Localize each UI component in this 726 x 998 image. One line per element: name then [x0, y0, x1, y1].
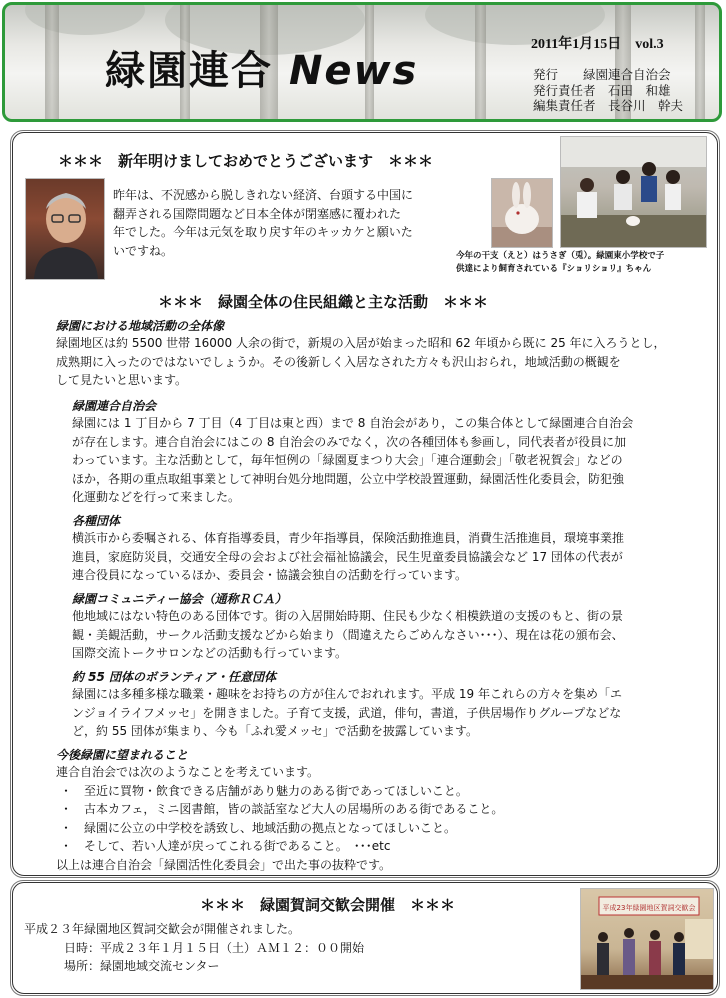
rca-line: 観・美観活動，サークル活動支援などから始まり（間違えたらごめんなさい･･･）、現在は花の頒布会、 [72, 627, 624, 642]
volunteer-text [72, 685, 712, 741]
event-venue: 場所：緑園地域交流センター [64, 959, 220, 974]
masthead [2, 2, 722, 122]
newyear-line: 年でした。今年は元気を取り戻す年のキッカケと願いた [113, 225, 413, 240]
issue-date: 2011年1月15日 vol.3 [531, 37, 664, 52]
newyear-line: 昨年は、不況感から脱しきれない経済、台頭する中国に [113, 188, 414, 202]
federation-subheading: 緑園連合自治会 [72, 399, 157, 413]
event-datetime: 日時：平成２３年１月１５日（土）ＡＭ１２：００開始 [64, 940, 365, 955]
editor-line: 編集責任者 長谷川 幹夫 [533, 98, 684, 113]
future-bullet: ・ そして、若い人達が戻ってこれる街であること。 ･･･etc [60, 839, 391, 854]
children-photo [560, 136, 707, 248]
caption-line: 今年の干支（えと）はうさぎ（兎）。緑園東小学校で子 [456, 251, 665, 261]
rca-line: 国際交流トークサロンなどの活動も行っています。 [72, 646, 348, 661]
children-illustration [561, 137, 706, 247]
rca-text [72, 607, 712, 663]
future-bullet: ・ 古本カフェ，ミニ図書館，皆の談話室など大人の居場所のある街であること。 [60, 802, 504, 817]
federation-line: わっています。主な活動として，毎年恒例の「緑園夏まつり大会」「連合運動会」「敬老祝賀会」などの [72, 453, 623, 468]
event-heading: ＊＊＊ 緑園賀詞交歓会開催 ＊＊＊ [200, 896, 456, 914]
groups-line: 進員，家庭防災員，交通安全母の会および社会福祉協議会，民生児童委員協議会など 17 団体の代表が [72, 549, 623, 564]
future-intro: 連合自治会では次のようなことを考えています。 [56, 765, 320, 779]
overview-line: 成熟期に入ったのではないでしょうか。その後新しく入居なされた方々も沢山おられ，地域活動の概観を [56, 354, 621, 369]
publisher-line: 発行 緑園連合自治会 [533, 67, 671, 82]
staff-credits [533, 67, 683, 114]
event-illustration [581, 889, 713, 989]
rabbit-photo [491, 178, 553, 248]
volunteer-subheading: 約 55 団体のボランティア・任意団体 [72, 670, 277, 684]
overview-line: して見たいと思います。 [56, 373, 188, 388]
federation-line: ほか，各期の重点取組事業として神明台処分地問題，公立中学校設置運動，緑園活性化委員会，防犯強 [72, 471, 625, 486]
groups-line: 横浜市から委嘱される、体育指導委員，青少年指導員，保険活動推進員，消費生活推進員，環境事業推 [72, 531, 625, 545]
newyear-message [113, 186, 453, 260]
overview-line: 緑園地区は約 5500 世帯 16000 人余の街で，新規の入居が始まった昭和 62 年頃から既に 25 年に入ろうとし， [56, 336, 666, 350]
rabbit-illustration [492, 179, 552, 247]
overview-subheading: 緑園における地域活動の全体像 [56, 319, 225, 333]
newyear-heading: ＊＊＊ 新年明けましておめでとうございます ＊＊＊ [58, 152, 434, 170]
future-subheading: 今後緑園に望まれること [56, 748, 189, 762]
overview-text [56, 334, 712, 390]
groups-text [72, 529, 712, 585]
rca-subheading: 緑園コミュニティー協会（通称ＲＣＡ） [72, 592, 287, 606]
rca-line: 他地域にはない特色のある団体です。街の入居開始時期、住民も少なく相模鉄道の支援のもと、街の景 [72, 609, 624, 623]
event-details [24, 920, 544, 976]
activities-heading: ＊＊＊ 緑園全体の住民組織と主な活動 ＊＊＊ [158, 293, 489, 311]
groups-line: 連合役員になっているほか、委員会・協議会独自の活動を行っています。 [72, 568, 468, 583]
volunteer-line: ンジョイライフメッセ」を開きました。子育て支援，武道，俳句，書道，子供居場作りグループなどな [72, 705, 622, 720]
federation-line: 緑園には 1 丁目から 7 丁目（4 丁目は東と西）まで 8 自治会があり，この集合体として緑園連合自治会 [72, 416, 634, 430]
newsletter-title [105, 39, 418, 96]
volunteer-line: 緑園には多種多様な職業・趣味をお持ちの方が住んでおれれます。平成 19 年これらの方々を集め「エ [72, 687, 622, 701]
portrait-illustration [26, 179, 104, 279]
future-bullet: ・ 至近に買物・飲食できる店舗があり魅力のある街であってほしいこと。 [60, 783, 468, 798]
title-jp: 緑園連合 [105, 48, 273, 94]
event-photo [580, 888, 714, 990]
groups-subheading: 各種団体 [72, 514, 121, 528]
publisher-responsible-line: 発行責任者 石田 和雄 [533, 82, 671, 98]
federation-line: 化運動などを行って来ました。 [72, 490, 241, 505]
newyear-line: 翻弄される国際問題など日本全体が閉塞感に覆われた [113, 206, 402, 221]
title-en: News [288, 48, 419, 94]
chairman-portrait [25, 178, 105, 280]
future-bullet: ・ 緑園に公立の中学校を誘致し、地域活動の拠点となってほしいこと。 [60, 820, 457, 835]
future-closing: 以上は連合自治会「緑園活性化委員会」で出た事の抜粋です。 [56, 857, 392, 872]
volunteer-line: ど，約 55 団体が集まり、今も「ふれ愛メッセ」で活動を披露しています。 [72, 724, 478, 739]
caption-line: 供達により飼育されている『ショリショリ』ちゃん [456, 264, 652, 274]
event-banner-text: 平成23年緑園地区賀詞交歓会 [602, 904, 696, 912]
newyear-line: いですね。 [113, 243, 174, 258]
federation-line: が存在します。連合自治会にはこの 8 自治会のみでなく，次の各種団体も参画し，同代表者が役員に加 [72, 434, 627, 449]
federation-text [72, 414, 712, 507]
event-announcement: 平成２３年緑園地区賀詞交歓会が開催されました。 [24, 922, 301, 936]
rabbit-caption [456, 250, 716, 276]
future-text [56, 763, 712, 875]
future-bullet-list [56, 782, 712, 856]
